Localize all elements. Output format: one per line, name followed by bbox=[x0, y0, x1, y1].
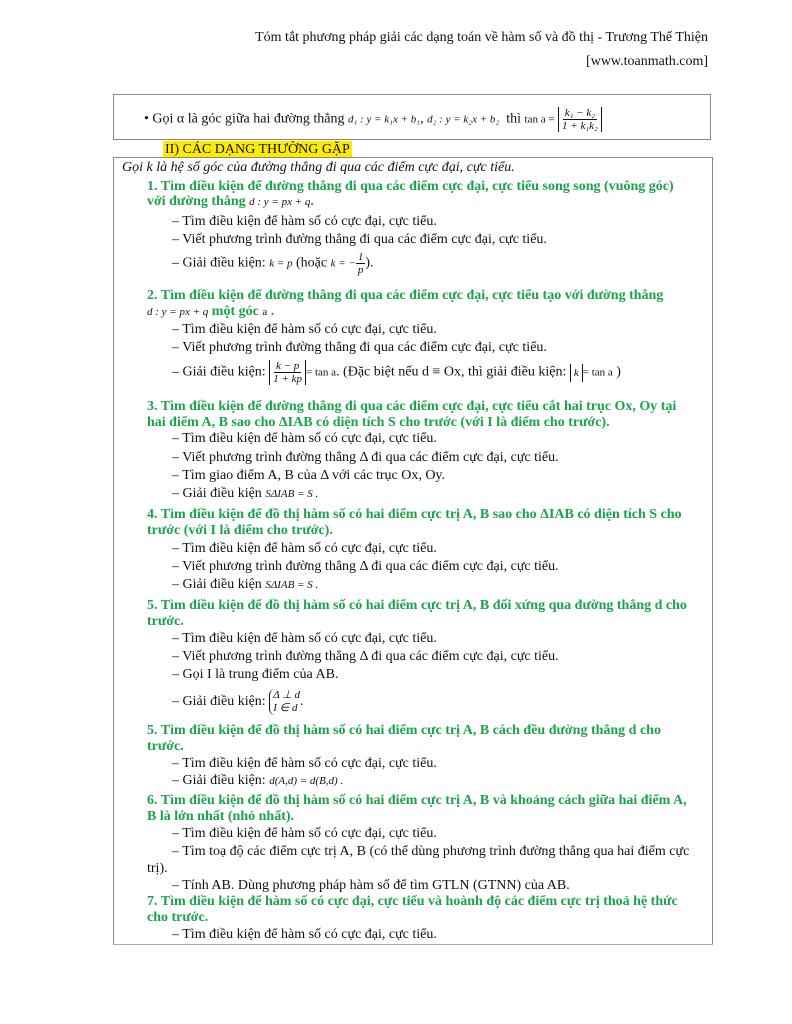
item3-b4-math: SΔIAB = S . bbox=[265, 488, 319, 500]
item5a-title-line2: trước. bbox=[147, 614, 184, 629]
item5b-title-line1: 5. Tìm điều kiện để đồ thị hàm số có hai điểm cực trị A, B cách đều đường thẳng d cho bbox=[147, 723, 661, 738]
item5b-bullet1: – Tìm điều kiện để hàm số có cực đại, cực tiểu. bbox=[172, 756, 437, 771]
bullet: • bbox=[144, 111, 149, 127]
then-word: thì bbox=[506, 111, 522, 127]
item5a-sys-line1: Δ ⊥ d bbox=[273, 689, 301, 701]
item1-title2-text: với đường thẳng bbox=[147, 194, 246, 209]
item2-rhs2: = tan a bbox=[582, 366, 613, 379]
item1-b3-eq2: k = − bbox=[330, 257, 356, 270]
item2-frac bbox=[273, 360, 302, 385]
item4-title-line2: trước (với I là điểm cho trước). bbox=[147, 523, 333, 538]
item2-angle-a: a bbox=[262, 306, 268, 318]
item3-bullet4 bbox=[172, 485, 318, 503]
item3-bullet3: – Tìm giao điểm A, B của Δ với các trục Ox, Oy. bbox=[172, 468, 446, 483]
item2-line-formula: d : y = px + q bbox=[147, 306, 209, 318]
item7-bullet1: – Tìm điều kiện để hàm số có cực đại, cực tiểu. bbox=[172, 927, 437, 942]
tan-fraction bbox=[562, 107, 598, 132]
item6-bullet2-line2: trị). bbox=[147, 861, 168, 876]
item2-title-end: . bbox=[270, 304, 275, 319]
item5a-bullet1: – Tìm điều kiện để hàm số có cực đại, cực tiểu. bbox=[172, 631, 437, 646]
item4-b3-math: SΔIAB = S . bbox=[265, 579, 319, 591]
item1-b3-den: p bbox=[357, 264, 364, 276]
content-box-bottom-rule bbox=[113, 944, 713, 945]
item5a-title-line1: 5. Tìm điều kiện để đồ thị hàm số có hai điểm cực trị A, B đối xứng qua đường thẳng d cho bbox=[147, 598, 687, 613]
item5a-bullet4 bbox=[172, 689, 304, 715]
item2-bullet1: – Tìm điều kiện để hàm số có cực đại, cực tiểu. bbox=[172, 322, 437, 337]
item2-abs bbox=[269, 360, 306, 385]
item5a-system bbox=[269, 689, 300, 715]
separator: , bbox=[420, 111, 424, 127]
item1-title-line2 bbox=[147, 193, 314, 211]
item6-bullet2-line1: – Tìm toạ độ các điểm cực trị A, B (có thể dùng phương trình đường thẳng qua hai điểm cực bbox=[172, 844, 690, 859]
item5b-b2-pre: – Giải điều kiện: bbox=[172, 773, 266, 788]
document-header-site: [www.toanmath.com] bbox=[586, 54, 708, 69]
item1-b3-end: ). bbox=[365, 255, 374, 271]
item3-title-line2: hai điểm A, B sao cho ΔIAB có diện tích S cho trước (với I là điểm cho trước). bbox=[147, 415, 610, 430]
item2-bullet2: – Viết phương trình đường thẳng đi qua các điểm cực đại, cực tiểu. bbox=[172, 340, 547, 355]
item1-title-line1: 1. Tìm điều kiện để đường thẳng đi qua các điểm cực đại, cực tiểu song song (vuông góc) bbox=[147, 179, 674, 194]
abs-fraction bbox=[558, 107, 602, 132]
item5a-b4-end: . bbox=[300, 694, 304, 710]
item6-bullet1: – Tìm điều kiện để hàm số có cực đại, cực tiểu. bbox=[172, 826, 437, 841]
item5a-sys-line2: I ∈ d bbox=[273, 702, 298, 714]
item6-title-line1: 6. Tìm điều kiện để đồ thị hàm số có hai điểm cực trị A, B và khoảng cách giữa hai điểm A, bbox=[147, 793, 687, 808]
angle-text: Gọi α là góc giữa hai đường thẳng bbox=[152, 111, 345, 127]
item2-num: k − p bbox=[275, 360, 300, 372]
intro-text: Gọi k là hệ số góc của đường thẳng đi qua các điểm cực đại, cực tiểu. bbox=[122, 160, 515, 175]
item1-bullet2: – Viết phương trình đường thẳng đi qua các điểm cực đại, cực tiểu. bbox=[172, 232, 547, 247]
document-header-title: Tóm tắt phương pháp giải các dạng toán về hàm số và đồ thị - Trương Thế Thiện bbox=[255, 30, 708, 45]
item1-b3-eq1: k = p bbox=[269, 257, 293, 270]
item1-bullet3 bbox=[172, 251, 374, 276]
item2-title-mid: một góc bbox=[211, 304, 259, 319]
item5b-bullet2 bbox=[172, 772, 343, 790]
item1-b3-mid: (hoặc bbox=[296, 255, 328, 271]
angle-formula-box bbox=[113, 94, 711, 140]
item1-title-end: . bbox=[310, 194, 314, 209]
angle-formula-line bbox=[144, 107, 602, 132]
item2-title-line2 bbox=[147, 303, 274, 321]
section-heading: II) CÁC DẠNG THƯỜNG GẶP bbox=[165, 142, 350, 157]
item2-bullet3 bbox=[172, 360, 621, 385]
item3-title-line1: 3. Tìm điều kiện để đường thẳng đi qua các điểm cực đại, cực tiểu cắt hai trục Ox, Oy tại bbox=[147, 399, 677, 414]
item1-line-formula: d : y = px + q bbox=[249, 196, 311, 208]
item2-title-line1: 2. Tìm điều kiện để đường thẳng đi qua các điểm cực đại, cực tiểu tạo với đường thẳng bbox=[147, 288, 664, 303]
item5b-b2-math: d(A,d) = d(B,d) . bbox=[269, 775, 344, 787]
item7-title-line1: 7. Tìm điều kiện để hàm số có cực đại, cực tiểu và hoành độ các điểm cực trị thoả hệ thức bbox=[147, 894, 678, 909]
item2-b3-mid: . (Đặc biệt nếu d ≡ Ox, thì giải điều kiện: bbox=[336, 364, 567, 380]
item4-b3-pre: – Giải điều kiện bbox=[172, 577, 262, 592]
line-d2-formula: d₂ : y = k₂x + b₂ bbox=[427, 113, 500, 126]
item1-bullet1: – Tìm điều kiện để hàm số có cực đại, cực tiểu. bbox=[172, 214, 437, 229]
fraction-denominator: 1 + k₁k₂ bbox=[562, 120, 598, 132]
item3-bullet1: – Tìm điều kiện để hàm số có cực đại, cực tiểu. bbox=[172, 431, 437, 446]
item3-b4-pre: – Giải điều kiện bbox=[172, 486, 262, 501]
item6-title-line2: B là lớn nhất (nhỏ nhất). bbox=[147, 809, 295, 824]
item7-title-line2: cho trước. bbox=[147, 910, 209, 925]
item5b-title-line2: trước. bbox=[147, 739, 184, 754]
item3-bullet2: – Viết phương trình đường thẳng Δ đi qua các điểm cực đại, cực tiểu. bbox=[172, 450, 559, 465]
item1-b3-frac bbox=[356, 251, 366, 276]
item5a-b4-pre: – Giải điều kiện: bbox=[172, 694, 266, 710]
item5a-bullet3: – Gọi I là trung điểm của AB. bbox=[172, 667, 339, 682]
item4-bullet2: – Viết phương trình đường thẳng Δ đi qua các điểm cực đại, cực tiểu. bbox=[172, 559, 559, 574]
tan-lhs: tan a = bbox=[524, 113, 555, 126]
item1-b3-num: 1 bbox=[357, 251, 364, 263]
item2-rhs: = tan a bbox=[306, 366, 337, 379]
item1-b3-pre: – Giải điều kiện: bbox=[172, 255, 266, 271]
item6-bullet3: – Tính AB. Dùng phương pháp hàm số để tìm GTLN (GTNN) của AB. bbox=[172, 878, 570, 893]
line-d1-formula: d₁ : y = k₁x + b₁ bbox=[347, 113, 421, 126]
item5a-bullet2: – Viết phương trình đường thẳng Δ đi qua các điểm cực đại, cực tiểu. bbox=[172, 649, 559, 664]
item2-b3-pre: – Giải điều kiện: bbox=[172, 364, 266, 380]
item4-title-line1: 4. Tìm điều kiện để đồ thị hàm số có hai điểm cực trị A, B sao cho ΔIAB có diện tích S cho bbox=[147, 507, 682, 522]
item4-bullet3 bbox=[172, 576, 318, 594]
fraction-numerator: k₁ − k₂ bbox=[564, 107, 596, 119]
item4-bullet1: – Tìm điều kiện để hàm số có cực đại, cực tiểu. bbox=[172, 541, 437, 556]
item2-abs-k: k bbox=[570, 364, 583, 382]
item2-b3-end: ) bbox=[616, 364, 621, 380]
item2-den: 1 + kp bbox=[273, 373, 303, 385]
